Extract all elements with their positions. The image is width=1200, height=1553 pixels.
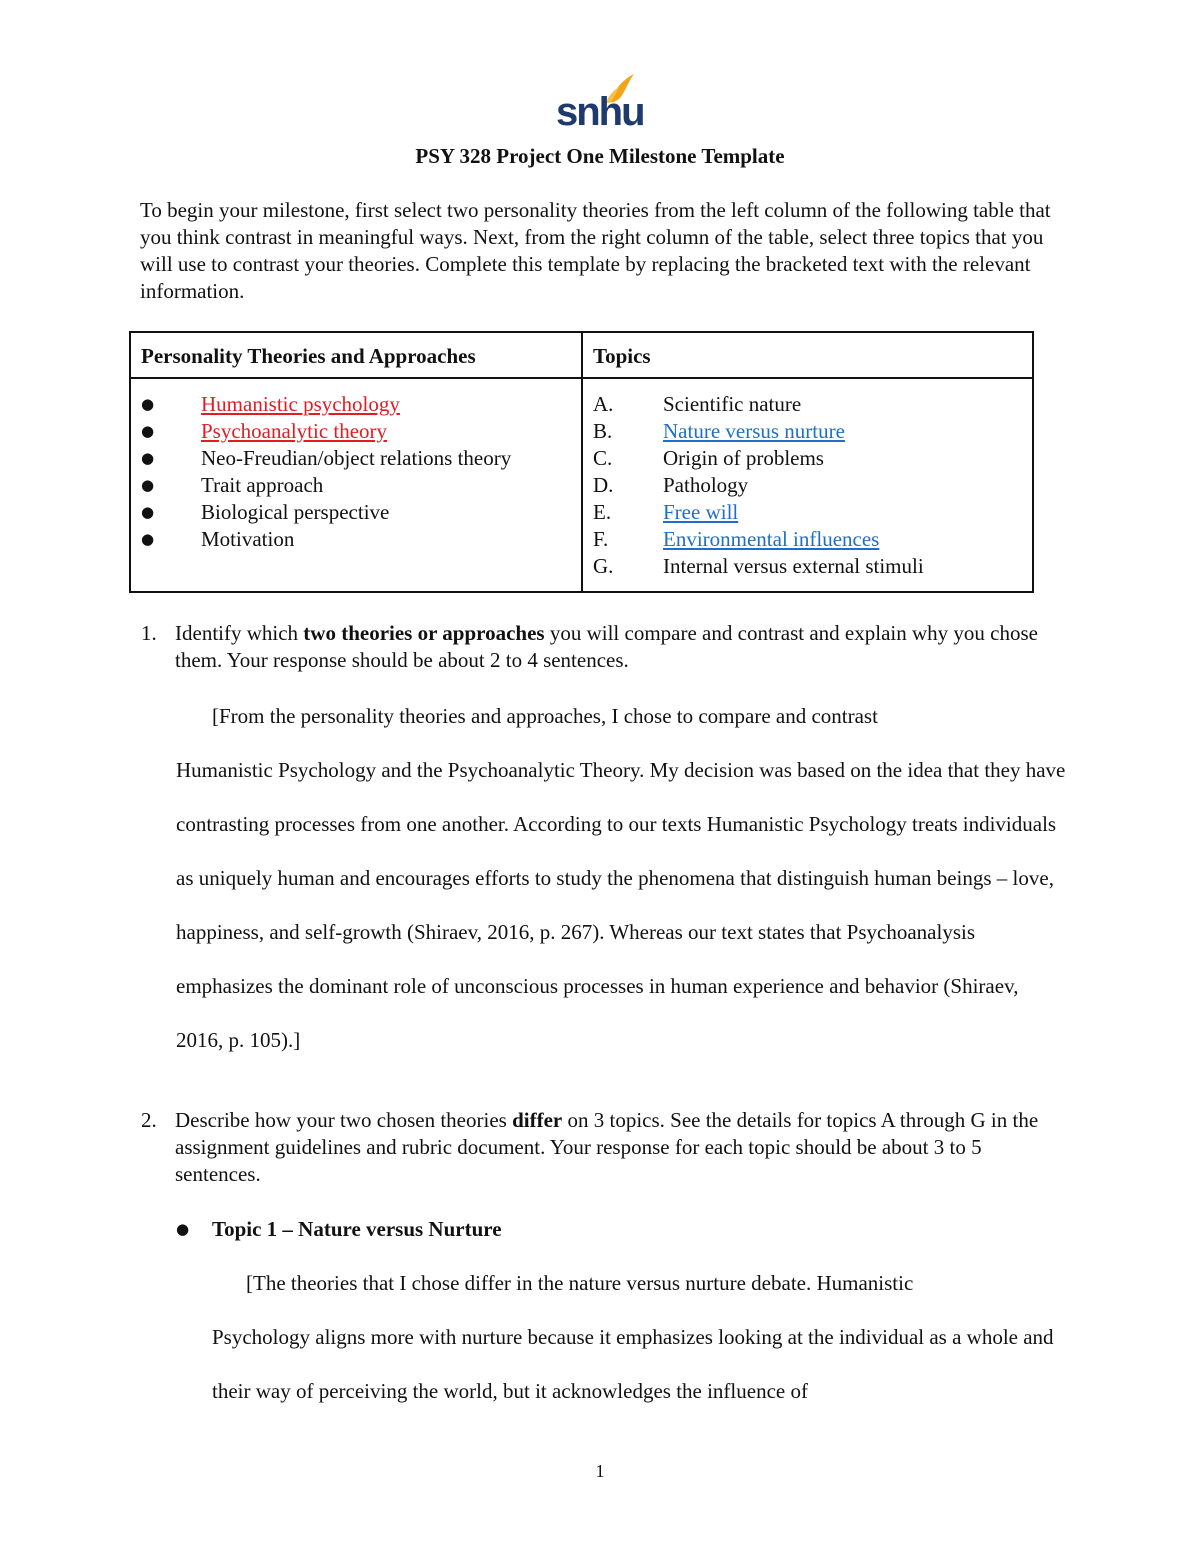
list-item <box>131 526 581 553</box>
topic-label: Origin of problems <box>663 446 824 470</box>
answer-body: Humanistic Psychology and the Psychoanalytic Theory. My decision was based on the idea that they have contrasting processes from one another. According to our texts Humanistic Psychology treats individuals as uniquely human and encourages efforts to study the phenomena that distinguish human beings – love, happiness, and self-growth (Shiraev, 2016, p. 267). Whereas our text states that Psychoanalysis emphasizes the dominant role of unconscious processes in human experience and behavior (Shiraev, 2016, p. 105).] <box>176 758 1066 1052</box>
list-item <box>583 445 1032 472</box>
list-item <box>583 526 1032 553</box>
topic-letter: G. <box>593 554 614 578</box>
theory-label: Neo-Freudian/object relations theory <box>201 446 512 470</box>
page-number: 1 <box>595 1461 605 1481</box>
intro-paragraph: To begin your milestone, first select two personality theories from the left column of the following table that you think contrast in meaningful ways. Next, from the right column of the table, select three topics that you will use to contrast your theories. Complete this template by replacing the bracketed text with the relevant information. <box>140 198 1051 303</box>
answer-first-line: [The theories that I chose differ in the nature versus nurture debate. Humanistic <box>246 1271 914 1295</box>
topic-1-title: Topic 1 – Nature versus Nurture <box>212 1217 502 1241</box>
snhu-logo <box>556 72 644 134</box>
question-number: 2. <box>141 1108 157 1132</box>
topic-label: Pathology <box>663 473 749 497</box>
list-item <box>583 553 1032 580</box>
list-item <box>131 472 581 499</box>
list-item <box>583 391 1032 418</box>
bullet-icon: ● <box>141 503 155 521</box>
list-item <box>131 445 581 472</box>
list-item <box>131 499 581 526</box>
theories-list <box>130 378 582 592</box>
topic-letter: B. <box>593 419 613 443</box>
topic-letter: A. <box>593 392 614 416</box>
answer-2-topic-1 <box>212 1256 1067 1418</box>
logo-wordmark: snhu <box>556 90 644 134</box>
bullet-icon: ● <box>141 476 155 494</box>
question-1 <box>141 620 1055 674</box>
topics-list <box>582 378 1033 592</box>
question-text: you will compare and contrast and explain why you chose them. Your response should be about 2 to 4 sentences. <box>175 621 1038 672</box>
topic-label: Environmental influences <box>663 527 880 551</box>
list-item <box>583 472 1032 499</box>
topic-label: Internal versus external stimuli <box>663 554 924 578</box>
theories-topics-table <box>129 331 1034 593</box>
topic-label: Nature versus nurture <box>663 419 845 443</box>
bullet-icon: ● <box>141 449 155 467</box>
bullet-icon: ● <box>141 530 155 548</box>
list-item <box>131 418 581 445</box>
answer-body: Psychology aligns more with nurture because it emphasizes looking at the individual as a whole and their way of perceiving the world, but it acknowledges the influence of <box>212 1325 1054 1403</box>
topic-letter: C. <box>593 446 613 470</box>
theory-label: Motivation <box>201 527 295 551</box>
question-emphasis: two theories or approaches <box>303 621 545 645</box>
theory-label: Biological perspective <box>201 500 390 524</box>
theory-label: Psychoanalytic theory <box>201 419 388 443</box>
list-item <box>583 499 1032 526</box>
question-emphasis: differ <box>512 1108 563 1132</box>
topic-1-heading <box>176 1216 502 1243</box>
topic-letter: E. <box>593 500 612 524</box>
answer-first-line: [From the personality theories and approaches, I chose to compare and contrast <box>212 704 878 728</box>
theories-header: Personality Theories and Approaches <box>130 332 582 378</box>
question-text: Identify which <box>175 621 304 645</box>
list-item <box>583 418 1032 445</box>
topic-label: Scientific nature <box>663 392 802 416</box>
answer-1 <box>176 689 1066 1067</box>
list-item <box>131 391 581 418</box>
question-number: 1. <box>141 621 157 645</box>
topics-header: Topics <box>582 332 1033 378</box>
bullet-icon: ● <box>176 1220 190 1238</box>
page-title: PSY 328 Project One Milestone Template <box>415 144 785 168</box>
theory-label: Humanistic psychology <box>201 392 400 416</box>
theory-label: Trait approach <box>201 473 324 497</box>
question-text: Describe how your two chosen theories <box>175 1108 513 1132</box>
topic-label: Free will <box>663 500 739 524</box>
question-2 <box>141 1107 1055 1188</box>
topic-letter: F. <box>593 527 609 551</box>
bullet-icon: ● <box>141 395 155 413</box>
bullet-icon: ● <box>141 422 155 440</box>
question-text: on 3 topics. See the details for topics A through G in the assignment guidelines and rubric document. Your response for each topic should be about 3 to 5 sentences. <box>175 1108 1039 1186</box>
topic-letter: D. <box>593 473 614 497</box>
